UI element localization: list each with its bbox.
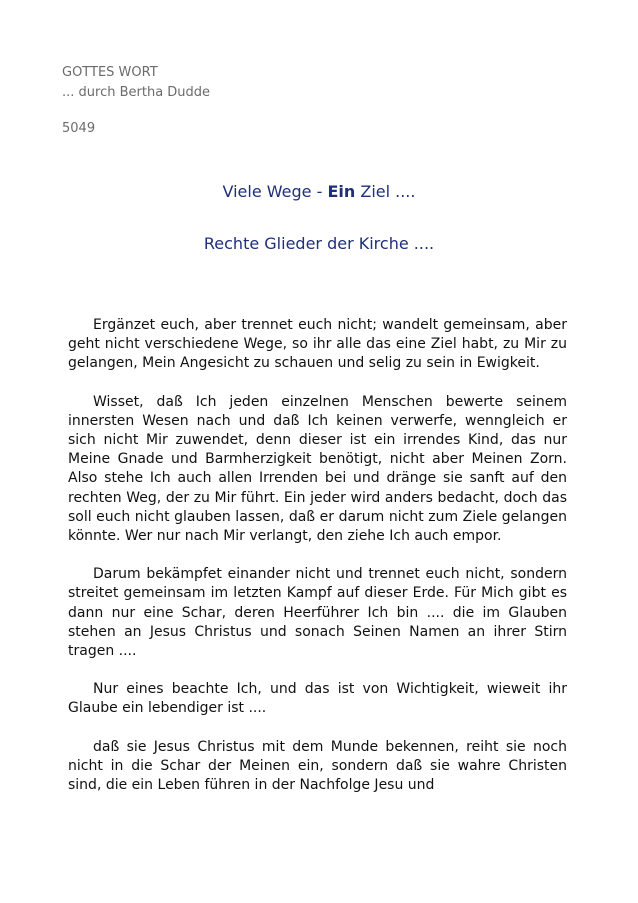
paragraph-1: Ergänzet euch, aber trennet euch nicht; wandelt gemeinsam, aber geht nicht verschiedene Wege, so ihr alle das eine Ziel habt, zu Mir zu gelangen, Mein Angesicht zu schauen und selig zu sein in Ewigkeit. <box>68 317 567 372</box>
header-author: ... durch Bertha Dudde <box>62 85 211 100</box>
document-header <box>62 63 210 139</box>
paragraph-3: Darum bekämpfet einander nicht und trennet euch nicht, sondern streitet gemeinsam im letzten Kampf auf dieser Erde. Für Mich gibt es dann nur eine Schar, deren Heerführer Ich bin .... die im Glauben stehen an Jesus Christus und sonach Seinen Namen an ihrer Stirn tragen .... <box>68 566 567 660</box>
document-number: 5049 <box>62 121 96 136</box>
page-subtitle: Rechte Glieder der Kirche .... <box>203 234 435 253</box>
header-series-title: GOTTES WORT <box>62 65 158 80</box>
title-part-2: Ziel .... <box>355 182 416 201</box>
paragraph-5: daß sie Jesus Christus mit dem Munde bekennen, reiht sie noch nicht in die Schar der Meinen ein, sondern daß sie wahre Christen sind, die ein Leben führen in der Nachfolge Jesu und <box>68 738 567 794</box>
document-body <box>68 316 567 814</box>
page-title <box>0 182 638 201</box>
title-bold-word: Ein <box>327 182 356 201</box>
paragraph-2: Wisset, daß Ich jeden einzelnen Menschen bewerte seinem innersten Wesen nach und daß Ich keinen verwerfe, wenngleich er sich nicht Mir zuwendet, denn dieser ist ein irrendes Kind, das nur Meine Gnade und Barmherzigkeit benötigt, nicht aber Meinen Zorn. Also stehe Ich auch allen Irrenden bei und dränge sie sanft auf den rechten Weg, der zu Mir führt. Ein jeder wird anders bedacht, doch das soll euch nicht glauben lassen, daß er darum nicht zum Ziele gelangen könnte. Wer nur nach Mir verlangt, den ziehe Ich auch empor. <box>68 393 567 545</box>
paragraph-4: Nur eines beachte Ich, und das ist von Wichtigkeit, wieweit ihr Glaube ein lebendiger ist .... <box>68 681 567 717</box>
title-part-1: Viele Wege - <box>222 182 328 201</box>
